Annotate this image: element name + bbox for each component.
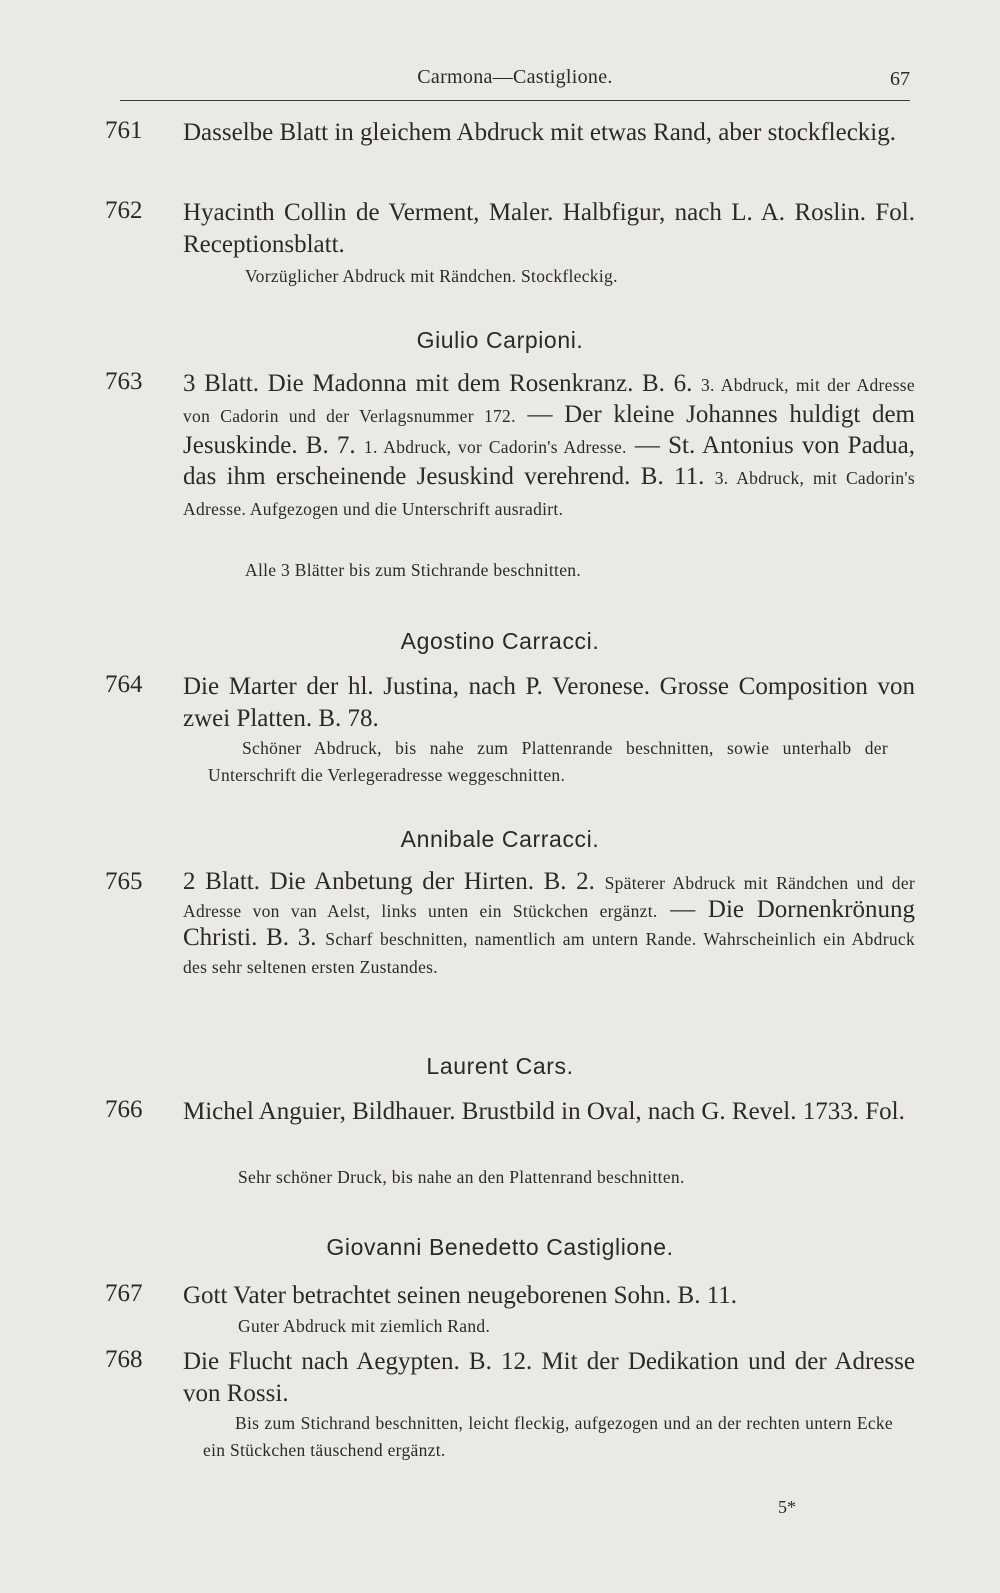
signature-mark: 5* [778, 1497, 796, 1517]
entry-number: 764 [105, 671, 143, 698]
header-title: Carmona—Castiglione. [417, 66, 613, 88]
entry-note: Bis zum Stichrand beschnitten, leicht fleckig, aufgezogen und an der rechten untern Ecke ein Stückchen täuschend ergänzt. [203, 1413, 893, 1460]
entry-note: 1. Abdruck, vor Cadorin's Adresse. [363, 437, 627, 457]
catalog-entry-763 [105, 368, 915, 523]
section-heading-cars: Laurent Cars. [426, 1053, 574, 1079]
entry-text: 2 Blatt. Die Anbetung der Hirten. B. 2. [183, 868, 595, 895]
entry-number: 761 [105, 117, 143, 144]
entry-note: Alle 3 Blätter bis zum Stichrande beschnitten. [245, 560, 582, 580]
catalog-entry-761 [105, 117, 915, 149]
entry-text: — St. Antonius von Padua, das ihm erscheinende Jesuskind verehrend. B. 11. [183, 432, 916, 490]
page-number: 67 [890, 68, 910, 90]
entry-text: Die Marter der hl. Justina, nach P. Veronese. Grosse Composition von zwei Platten. B. 78. [183, 673, 915, 732]
entry-number: 762 [105, 197, 143, 224]
entry-text: Dasselbe Blatt in gleichem Abdruck mit etwas Rand, aber stockfleckig. [183, 119, 897, 146]
entry-text-block [183, 868, 915, 980]
section-heading-annibale-carracci: Annibale Carracci. [400, 826, 600, 852]
catalog-entry-767 [105, 1280, 915, 1312]
entry-number: 768 [105, 1346, 143, 1373]
entry-note: Scharf beschnitten, namentlich am untern Rande. Wahrscheinlich ein Abdruck des sehr seltenen ersten Zustandes. [183, 929, 916, 977]
catalog-entry-768 [105, 1346, 915, 1410]
entry-note: Sehr schöner Druck, bis nahe an den Plattenrand beschnitten. [238, 1167, 685, 1187]
entry-note: 3. Abdruck, mit Cadorin's Adresse. Aufgezogen und die Unterschrift ausradirt. [183, 468, 915, 519]
entry-number: 765 [105, 868, 143, 895]
entry-number: 763 [105, 368, 143, 395]
section-heading-carpioni: Giulio Carpioni. [416, 327, 584, 353]
entry-note: Schöner Abdruck, bis nahe zum Plattenrande beschnitten, sowie unterhalb der Unterschrift die Verlegeradresse weggeschnitten. [208, 738, 888, 785]
entry-number: 766 [105, 1096, 143, 1123]
entry-text: 3 Blatt. Die Madonna mit dem Rosenkranz. B. 6. [183, 370, 693, 397]
entry-note: Guter Abdruck mit ziemlich Rand. [238, 1316, 491, 1336]
entry-text: Die Flucht nach Aegypten. B. 12. Mit der Dedikation und der Adresse von Rossi. [183, 1348, 915, 1407]
entry-note: Vorzüglicher Abdruck mit Rändchen. Stockfleckig. [245, 266, 618, 286]
entry-text: Gott Vater betrachtet seinen neugeborenen Sohn. B. 11. [183, 1282, 738, 1309]
entry-text: — Die Dornenkrönung Christi. B. 3. [183, 896, 915, 951]
entry-text-block [183, 368, 915, 523]
section-heading-agostino-carracci: Agostino Carracci. [400, 628, 600, 654]
entry-number: 767 [105, 1280, 143, 1307]
entry-note: 3. Abdruck, mit der Adresse von Cadorin und der Verlagsnummer 172. [183, 375, 915, 426]
entry-text: Hyacinth Collin de Verment, Maler. Halbfigur, nach L. A. Roslin. Fol. Receptionsblatt. [183, 199, 915, 258]
catalog-entry-765 [105, 868, 915, 980]
catalog-entry-764 [105, 671, 915, 735]
catalog-entry-762 [105, 197, 915, 261]
section-heading-castiglione: Giovanni Benedetto Castiglione. [326, 1234, 674, 1260]
catalog-entry-766 [105, 1096, 915, 1128]
entry-note: Späterer Abdruck mit Rändchen und der Adresse von van Aelst, links unten ein Stückchen ergänzt. [183, 873, 916, 921]
entry-text: — Der kleine Johannes huldigt dem Jesuskinde. B. 7. [183, 401, 915, 459]
entry-text: Michel Anguier, Bildhauer. Brustbild in Oval, nach G. Revel. 1733. Fol. [183, 1098, 905, 1125]
running-header [120, 66, 910, 101]
